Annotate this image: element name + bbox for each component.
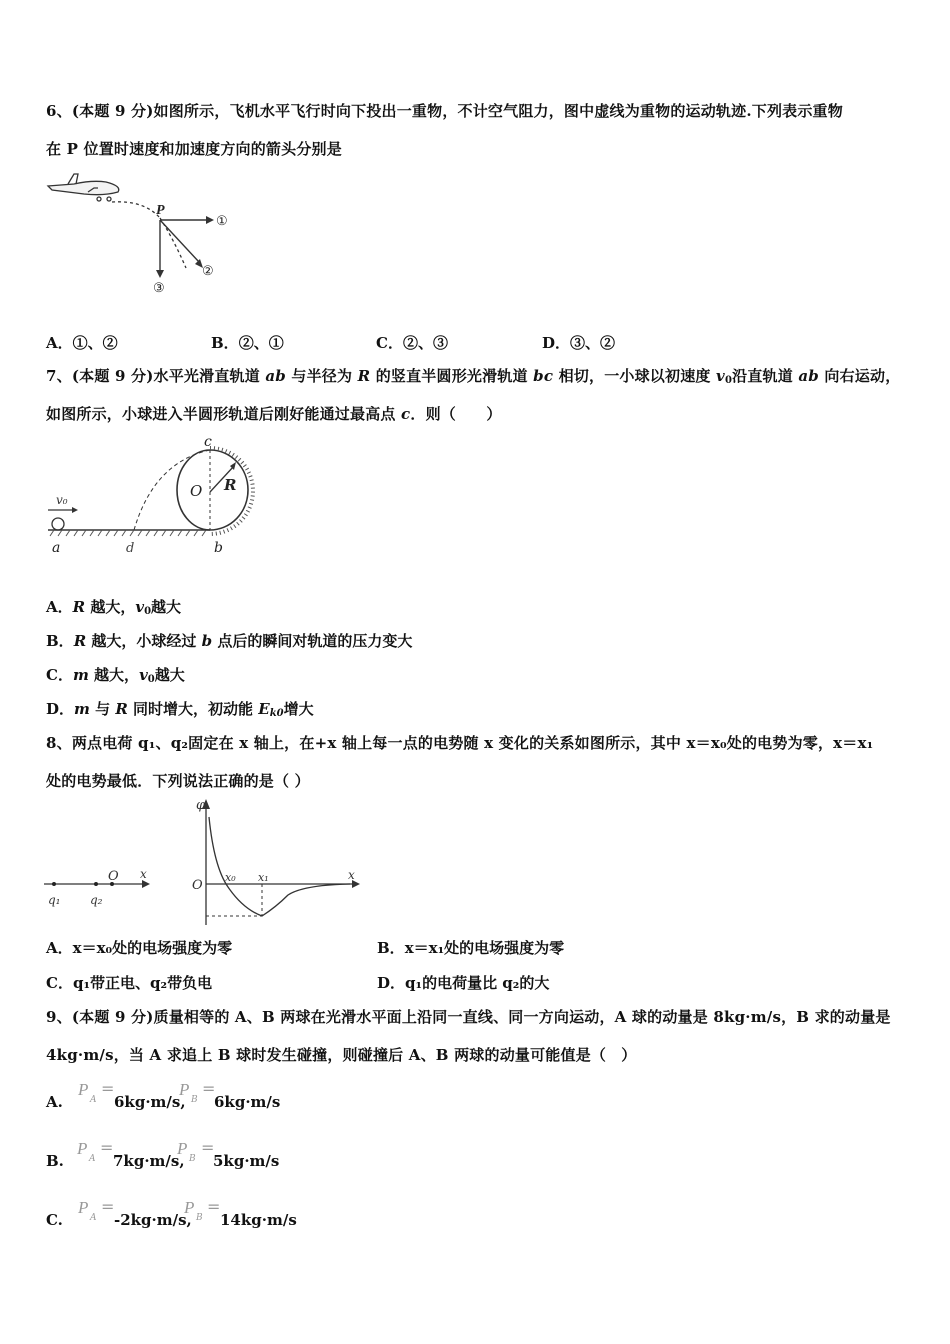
- radius-r-label: R: [224, 476, 237, 494]
- q8-stem-line2: 处的电势最低．下列说法正确的是（ ）: [46, 772, 310, 790]
- q8-stem-line1: 8、两点电荷 q₁、q₂固定在 x 轴上，在+x 轴上每一点的电势随 x 变化的关系如图所示，其中 x＝x₀处的电势为零，x＝x₁: [46, 734, 874, 752]
- q9-stem-line2: 4kg·m/s，当 A 求追上 B 球时发生碰撞，则碰撞后 A、B 两球的动量可能值是（ ）: [46, 1046, 637, 1064]
- q7-option-d[interactable]: D．m 与 R 同时增大，初动能 $E_{k0}$增大: [46, 700, 314, 719]
- phi-label: φ: [196, 798, 206, 813]
- q8-option-b[interactable]: B．x＝x₁处的电场强度为零: [377, 939, 565, 957]
- x0-label: x₀: [225, 871, 236, 884]
- q7-track-figure: [44, 432, 259, 557]
- q8-option-a[interactable]: A．x＝x₀处的电场强度为零: [46, 939, 233, 957]
- point-d-label: d: [126, 541, 135, 556]
- q8-option-d[interactable]: D．q₁的电荷量比 q₂的大: [377, 974, 550, 992]
- v0-label: v₀: [56, 493, 68, 507]
- arrow-label-2: ②: [202, 264, 214, 279]
- q6-airplane-figure: [44, 170, 244, 300]
- point-c-label: c: [204, 434, 212, 450]
- q7-option-c[interactable]: C．m 越大，$v_0$越大: [46, 666, 185, 685]
- origin-label: O: [108, 869, 119, 884]
- q1-label: q₁: [48, 893, 61, 907]
- q8-option-c[interactable]: C．q₁带正电、q₂带负电: [46, 974, 213, 992]
- point-b-label: b: [214, 540, 223, 556]
- origin-label: O: [192, 878, 203, 893]
- q6-option-d[interactable]: D．③、②: [542, 334, 616, 352]
- point-a-label: a: [52, 540, 61, 556]
- q7-stem-line2: 如图所示，小球进入半圆形轨道后刚好能通过最高点 c．则（ ）: [46, 405, 502, 423]
- x1-label: x₁: [258, 871, 269, 884]
- x-axis-label: x: [140, 867, 147, 881]
- q7-option-b[interactable]: B．R 越大，小球经过 b 点后的瞬间对轨道的压力变大: [46, 632, 413, 650]
- x-axis-label: x: [348, 868, 355, 882]
- arrow-label-3: ③: [153, 281, 165, 296]
- q7-stem-line1: 7、(本题 9 分)水平光滑直轨道 ab 与半径为 R 的竖直半圆形光滑轨道 bc 相切，一小球以初速度 $v_0$沿直轨道 ab 向右运动，: [46, 367, 901, 386]
- q6-option-c[interactable]: C．②、③: [376, 334, 448, 352]
- point-o-label: O: [190, 482, 203, 500]
- q6-option-b[interactable]: B．②、①: [211, 334, 284, 352]
- arrow-label-1: ①: [216, 214, 228, 229]
- q8-potential-graph: [188, 797, 368, 927]
- airplane-icon: [48, 174, 119, 201]
- q7-option-a[interactable]: A．R 越大，$v_0$越大: [46, 598, 182, 617]
- q6-option-a[interactable]: A．①、②: [46, 334, 118, 352]
- q8-charges-axis-figure: [44, 860, 154, 910]
- q6-stem-line2: 在 P 位置时速度和加速度方向的箭头分别是: [46, 140, 342, 158]
- point-p-label: P: [156, 203, 165, 218]
- q9-stem-line1: 9、(本题 9 分)质量相等的 A、B 两球在光滑水平面上沿同一直线、同一方向运动，A 球的动量是 8kg·m/s，B 求的动量是: [46, 1008, 891, 1026]
- q2-label: q₂: [90, 893, 103, 907]
- q6-stem-line1: 6、(本题 9 分)如图所示，飞机水平飞行时向下投出一重物，不计空气阻力，图中虚线为重物的运动轨迹.下列表示重物: [46, 102, 843, 120]
